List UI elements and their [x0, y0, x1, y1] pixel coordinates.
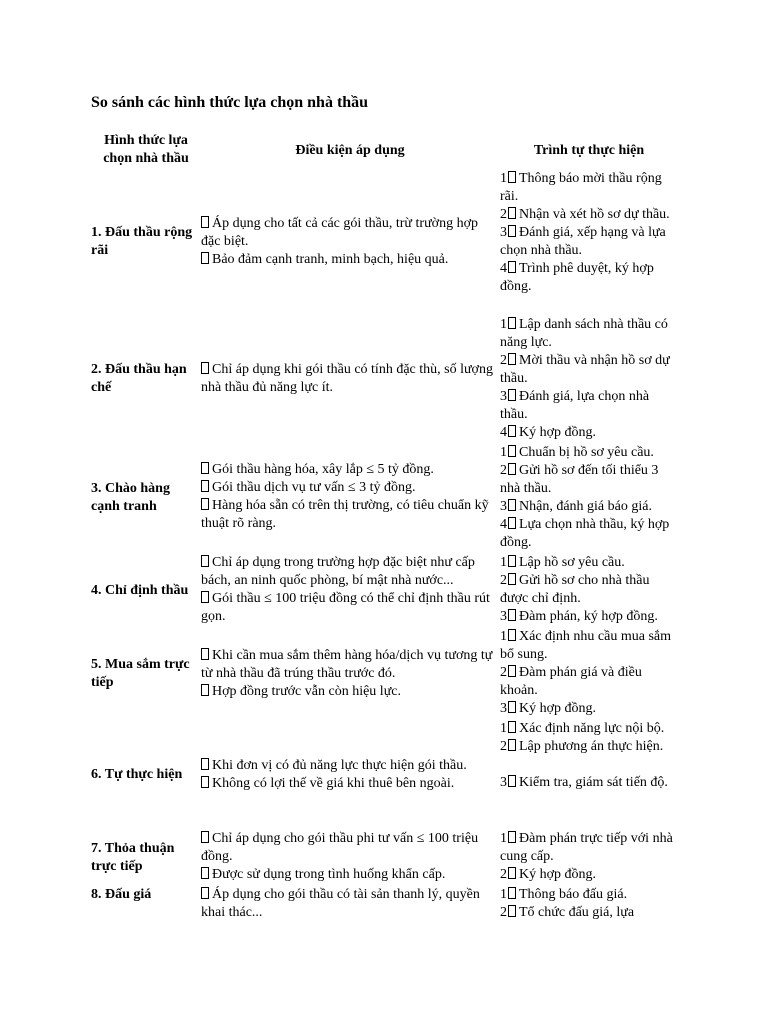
bullet-box-icon — [201, 758, 209, 770]
conditions-cell — [201, 461, 499, 533]
header-conditions: Điều kiện áp dụng — [295, 143, 405, 158]
step-item: 2 Nhận và xét hồ sơ dự thầu. — [500, 207, 670, 222]
bullet-box-icon — [508, 463, 516, 475]
step-item: 2 Gửi hồ sơ đến tối thiểu 3 nhà thầu. — [500, 463, 659, 496]
method-name: 1. Đấu thầu rộng rãi — [91, 225, 193, 258]
bullet-box-icon — [201, 252, 209, 264]
method-name: 5. Mua sắm trực tiếp — [91, 657, 190, 690]
step-item: 3 Nhận, đánh giá báo giá. — [500, 499, 652, 514]
conditions-cell — [201, 830, 499, 884]
step-item: 3 Đánh giá, lựa chọn nhà thầu. — [500, 389, 650, 422]
condition-item: Khi cần mua sắm thêm hàng hóa/dịch vụ tương tự từ nhà thầu đã trúng thầu trước đó. — [201, 648, 493, 681]
bullet-box-icon — [508, 609, 516, 621]
condition-item: Chỉ áp dụng khi gói thầu có tính đặc thù, số lượng nhà thầu đủ năng lực ít. — [201, 362, 493, 395]
bullet-box-icon — [201, 498, 209, 510]
bullet-box-icon — [508, 261, 516, 273]
condition-item: Gói thầu hàng hóa, xây lắp ≤ 5 tỷ đồng. — [201, 461, 499, 479]
condition-item: Áp dụng cho tất cả các gói thầu, trừ trường hợp đặc biệt. — [201, 216, 478, 249]
step-item: 3 Đàm phán, ký hợp đồng. — [500, 609, 658, 624]
condition-item: Hàng hóa sẵn có trên thị trường, có tiêu chuẩn kỹ thuật rõ ràng. — [201, 498, 489, 531]
step-item: 3 Ký hợp đồng. — [500, 701, 597, 716]
conditions-cell — [201, 361, 499, 397]
step-item: 2 Gửi hồ sơ cho nhà thầu được chỉ định. — [500, 573, 650, 606]
step-item: 4 Trình phê duyệt, ký hợp đồng. — [500, 261, 654, 294]
steps-cell — [500, 830, 678, 884]
bullet-box-icon — [508, 353, 516, 365]
step-item: 2 Lập phương án thực hiện. — [500, 739, 664, 754]
bullet-box-icon — [508, 225, 516, 237]
step-item: 1 Chuẩn bị hồ sơ yêu cầu. — [500, 445, 654, 460]
bullet-box-icon — [508, 445, 516, 457]
step-item: 1 Thông báo đấu giá. — [500, 887, 628, 902]
bullet-box-icon — [508, 499, 516, 511]
bullet-box-icon — [508, 389, 516, 401]
step-item: 1 Lập hồ sơ yêu cầu. — [500, 555, 625, 570]
step-item: 1 Lập danh sách nhà thầu có năng lực. — [500, 317, 668, 350]
condition-item: Chỉ áp dụng trong trường hợp đặc biệt như cấp bách, an ninh quốc phòng, bí mật nhà nước... — [201, 555, 475, 588]
bullet-box-icon — [508, 665, 516, 677]
steps-cell — [500, 628, 678, 718]
bullet-box-icon — [508, 573, 516, 585]
step-item: 3 Đánh giá, xếp hạng và lựa chọn nhà thầu. — [500, 225, 666, 258]
step-item: 1 Xác định năng lực nội bộ. — [500, 721, 665, 736]
bullet-box-icon — [508, 425, 516, 437]
method-name: 7. Thỏa thuận trực tiếp — [91, 841, 175, 874]
bullet-box-icon — [201, 684, 209, 696]
bullet-box-icon — [508, 775, 516, 787]
conditions-cell — [201, 757, 499, 793]
step-item: 1 Xác định nhu cầu mua sắm bổ sung. — [500, 629, 672, 662]
conditions-cell — [201, 886, 499, 922]
step-item: 4 Ký hợp đồng. — [500, 425, 597, 440]
steps-cell — [500, 554, 678, 626]
bullet-box-icon — [508, 517, 516, 529]
bullet-box-icon — [508, 905, 516, 917]
conditions-cell — [201, 647, 499, 701]
bullet-box-icon — [508, 867, 516, 879]
bullet-box-icon — [508, 555, 516, 567]
steps-cell — [500, 720, 678, 792]
condition-item: Khi đơn vị có đủ năng lực thực hiện gói thầu. — [201, 757, 499, 775]
steps-cell — [500, 170, 678, 296]
bullet-box-icon — [201, 776, 209, 788]
header-method: Hình thức lựa chọn nhà thầu — [103, 133, 189, 166]
bullet-box-icon — [508, 721, 516, 733]
step-item: 2 Đàm phán giá và điều khoản. — [500, 665, 642, 698]
condition-item: Gói thầu dịch vụ tư vấn ≤ 3 tỷ đồng. — [201, 479, 499, 497]
document-title: So sánh các hình thức lựa chọn nhà thầu — [91, 94, 369, 111]
method-name: 8. Đấu giá — [91, 887, 152, 902]
header-procedure: Trình tự thực hiện — [533, 143, 645, 158]
bullet-box-icon — [201, 362, 209, 374]
bullet-box-icon — [201, 216, 209, 228]
step-item: 3 Kiểm tra, giám sát tiến độ. — [500, 775, 668, 790]
condition-item: Gói thầu ≤ 100 triệu đồng có thể chỉ định thầu rút gọn. — [201, 591, 490, 624]
bullet-box-icon — [201, 648, 209, 660]
bullet-box-icon — [508, 831, 516, 843]
conditions-cell — [201, 215, 499, 269]
bullet-box-icon — [508, 317, 516, 329]
bullet-box-icon — [508, 887, 516, 899]
method-name: 4. Chỉ định thầu — [91, 583, 189, 598]
bullet-box-icon — [508, 207, 516, 219]
condition-item: Chỉ áp dụng cho gói thầu phi tư vấn ≤ 100 triệu đồng. — [201, 831, 479, 864]
bullet-box-icon — [201, 462, 209, 474]
steps-cell — [500, 316, 678, 442]
condition-item: Bảo đảm cạnh tranh, minh bạch, hiệu quả. — [201, 251, 499, 269]
step-item: 1 Đàm phán trực tiếp với nhà cung cấp. — [500, 831, 673, 864]
steps-cell — [500, 444, 678, 552]
bullet-box-icon — [508, 629, 516, 641]
conditions-cell — [201, 554, 499, 626]
condition-item: Áp dụng cho gói thầu có tài sản thanh lý, quyền khai thác... — [201, 887, 480, 920]
bullet-box-icon — [508, 171, 516, 183]
bullet-box-icon — [201, 867, 209, 879]
step-item: 2 Mời thầu và nhận hồ sơ dự thầu. — [500, 353, 670, 386]
bullet-box-icon — [201, 591, 209, 603]
step-item: 2 Ký hợp đồng. — [500, 867, 597, 882]
method-name: 3. Chào hàng cạnh tranh — [91, 481, 170, 514]
bullet-box-icon — [201, 555, 209, 567]
step-item: 2 Tổ chức đấu giá, lựa — [500, 905, 635, 920]
bullet-box-icon — [201, 831, 209, 843]
method-name: 6. Tự thực hiện — [91, 767, 183, 782]
condition-item: Hợp đồng trước vẫn còn hiệu lực. — [201, 683, 499, 701]
step-item: 4 Lựa chọn nhà thầu, ký hợp đồng. — [500, 517, 670, 550]
steps-cell — [500, 886, 678, 922]
bullet-box-icon — [508, 701, 516, 713]
method-name: 2. Đấu thầu hạn chế — [91, 362, 187, 395]
bullet-box-icon — [201, 480, 209, 492]
condition-item: Được sử dụng trong tình huống khẩn cấp. — [201, 866, 499, 884]
condition-item: Không có lợi thế về giá khi thuê bên ngoài. — [201, 775, 499, 793]
bullet-box-icon — [201, 887, 209, 899]
bullet-box-icon — [508, 739, 516, 751]
step-item: 1 Thông báo mời thầu rộng rãi. — [500, 171, 662, 204]
